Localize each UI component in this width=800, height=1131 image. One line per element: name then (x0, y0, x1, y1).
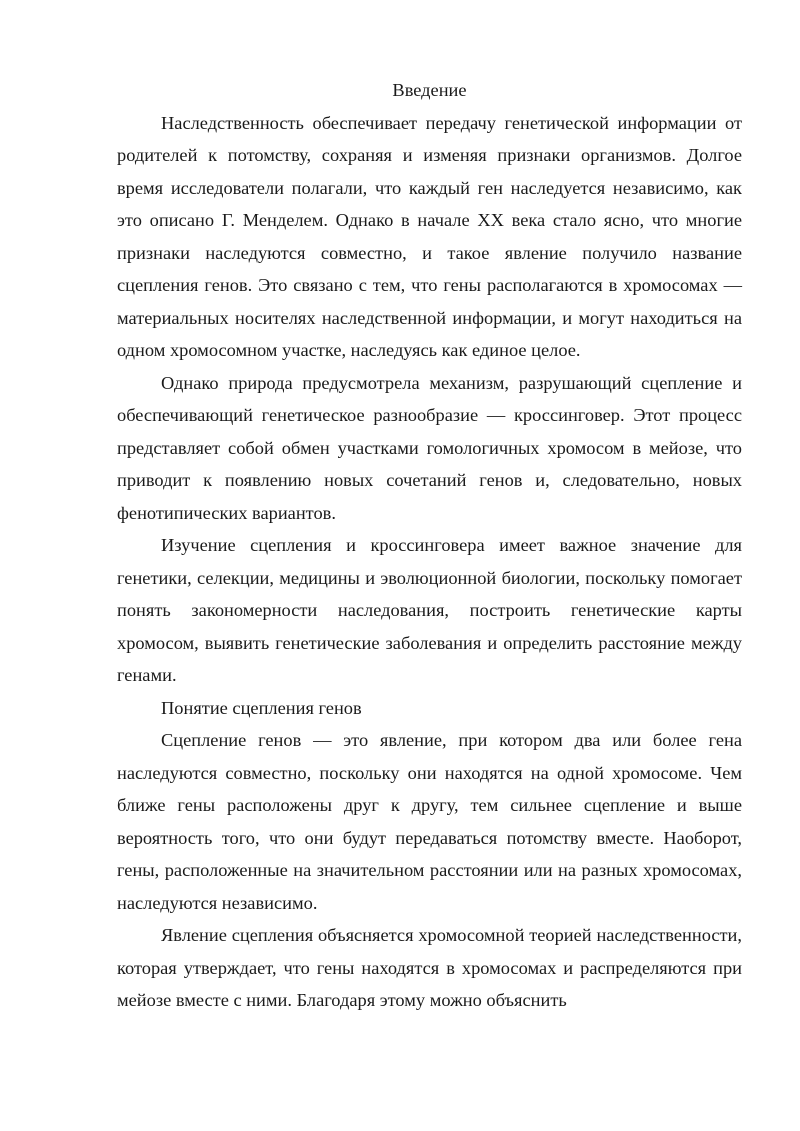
intro-paragraph-3: Изучение сцепления и кроссинговера имеет важное значение для генетики, селекции, медицины и эволюционной биологии, поскольку помогает понять закономерности наследования, построить генетические карты хромосом, выявить генетические заболевания и определить расстояние между генами. (117, 535, 742, 685)
document-body (117, 74, 742, 1017)
section-paragraph-1: Сцепление генов — это явление, при котором два или более гена наследуются совместно, поскольку они находятся на одной хромосоме. Чем ближе гены расположены друг к другу, тем сильнее сцепление и выше вероятность того, что они будут передаваться потомству вместе. Наоборот, гены, расположенные на значительном расстоянии или на разных хромосомах, наследуются независимо. (117, 730, 742, 913)
intro-paragraph-2: Однако природа предусмотрела механизм, разрушающий сцепление и обеспечивающий генетическое разнообразие — кроссинговер. Этот процесс представляет собой обмен участками гомологичных хромосом в мейозе, что приводит к появлению новых сочетаний генов и, следовательно, новых фенотипических вариантов. (117, 372, 742, 523)
intro-paragraph-1: Наследственность обеспечивает передачу генетической информации от родителей к потомству, сохраняя и изменяя признаки организмов. Долгое время исследователи полагали, что каждый ген наследуется независимо, как это описано Г. Менделем. Однако в начале XX века стало ясно, что многие признаки наследуются совместно, и такое явление получило название сцепления генов. Это связано с тем, что гены располагаются в хромосомах — материальных носителях наследственной информации, и могут находиться на одном хромосомном участке, наследуясь как единое целое. (117, 112, 742, 360)
section-paragraph-2: Явление сцепления объясняется хромосомной теорией наследственности, которая утверждает, что гены находятся в хромосомах и распределяются при мейозе вместе с ними. Благодаря этому можно объяснить (117, 925, 742, 1010)
document-title: Введение (392, 80, 467, 100)
section-heading: Понятие сцепления генов (161, 697, 362, 718)
